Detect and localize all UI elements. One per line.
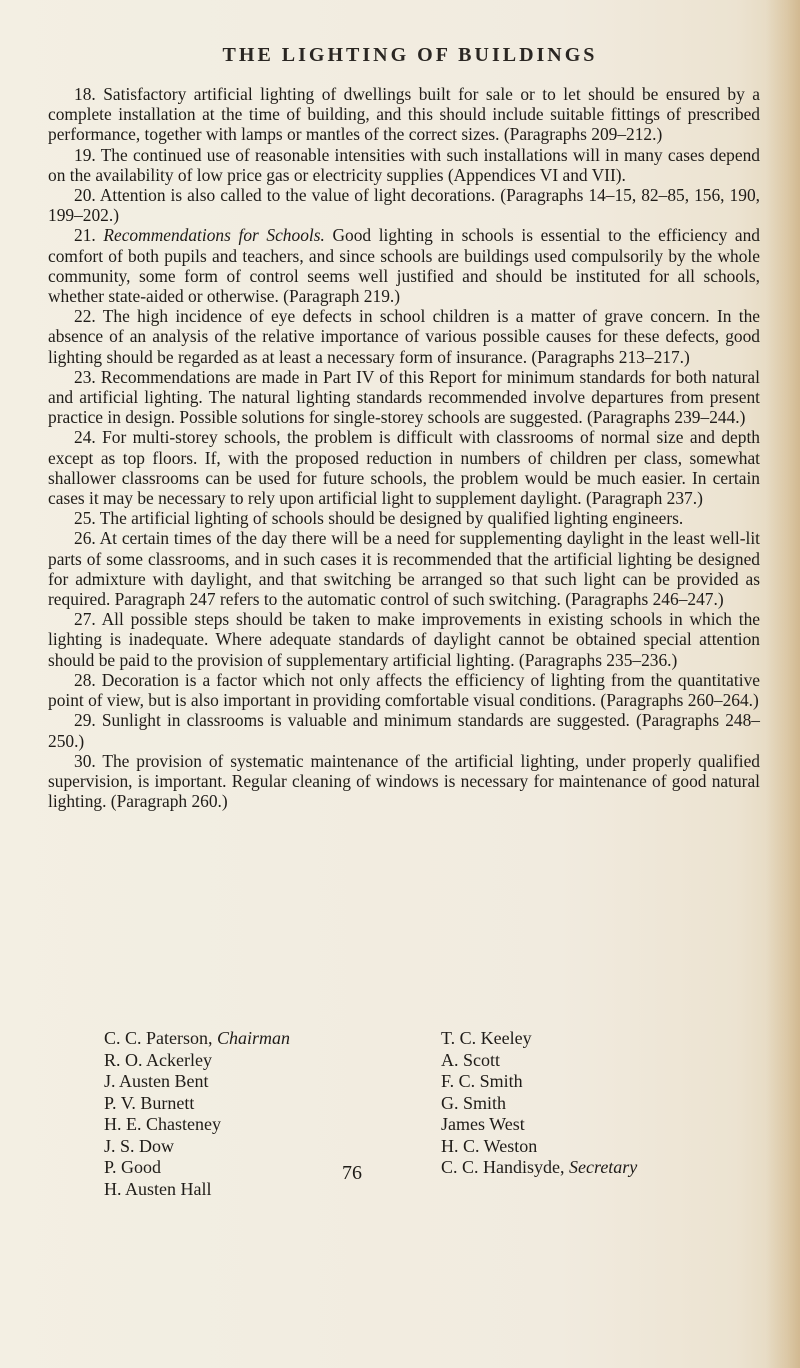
paragraph-number: 28. — [74, 669, 96, 690]
paragraph-text: Attention is also called to the value of light decorations. (Paragraphs 14–15, 82–85, 156, 190, 199–202.) — [48, 185, 760, 226]
paragraph-text: All possible steps should be taken to make improvements in existing schools in which the lighting is inadequate. Where adequate standards of daylight cannot be obtained special attention should be paid to the provision of supplementary artificial lighting. (Paragraphs 235–236.) — [48, 609, 760, 670]
paragraph-number: 24. — [74, 427, 96, 448]
paragraph-number: 25. — [74, 508, 96, 529]
paragraph-number: 26. — [74, 528, 96, 549]
paragraph-heading: Recommendations for Schools. — [103, 225, 325, 246]
paragraph-number: 30. — [74, 750, 96, 771]
paragraph-text: Recommendations are made in Part IV of this Report for minimum standards for both natural and artificial lighting. The natural lighting standards recommended involve departures from present practice in design. Possible solutions for single-storey schools are suggested. (Paragraphs 239–244.) — [48, 366, 760, 428]
signatory — [441, 1157, 744, 1179]
paragraph-text: For multi-storey schools, the problem is difficult with classrooms of normal size and depth except as top floors. If, with the proposed reduction in numbers of children per class, somewhat shallower classrooms can be used for future schools, the problem would be much easier. In certain cases it may be necessary to rely upon artificial light to supplement daylight. (Paragraph 237.) — [48, 427, 760, 509]
signatory — [104, 1028, 407, 1050]
signatory — [104, 1050, 407, 1072]
paragraph — [48, 185, 760, 225]
paragraph-number: 18. — [74, 84, 96, 104]
signatory-name: C. C. Paterson, — [104, 1028, 213, 1048]
paragraph — [48, 427, 760, 508]
signatory-name: H. C. Weston — [441, 1135, 538, 1156]
paragraph-text: The high incidence of eye defects in school children is a matter of grave concern. In the absence of an analysis of the relative importance of various possible causes for these defects, good lighting should be regarded as at least a necessary form of insurance. (Paragraphs 213–217.) — [48, 306, 760, 367]
paragraph-number: 29. — [74, 710, 96, 731]
signatory-name: H. Austen Hall — [104, 1178, 212, 1199]
signatory-name: J. S. Dow — [104, 1135, 175, 1156]
paragraph-number: 19. — [74, 144, 96, 165]
paragraph-text: Good lighting in schools is essential to the efficiency and comfort of both pupils and teachers, and since schools are buildings used compulsorily by the whole community, some form of control seems well justified and should be instituted for all schools, whether state-aided or otherwise. (Paragraph 219.) — [48, 225, 760, 307]
paragraph-text: Sunlight in classrooms is valuable and minimum standards are suggested. (Paragraphs 248–250.) — [48, 710, 760, 751]
paragraph — [48, 710, 760, 750]
signatory — [104, 1071, 407, 1093]
signatory — [441, 1050, 744, 1072]
signatories-right-column — [407, 1028, 744, 1200]
page-number: 76 — [342, 1162, 362, 1184]
signatory — [441, 1028, 744, 1050]
signatory-name: P. Good — [104, 1157, 162, 1177]
signatory — [441, 1071, 744, 1093]
paragraph — [48, 751, 760, 812]
signatory-name: James West — [441, 1114, 525, 1134]
signatory — [441, 1093, 744, 1115]
signatory-name: F. C. Smith — [441, 1071, 523, 1091]
signatory — [441, 1136, 744, 1158]
signatory-role: Secretary — [569, 1157, 638, 1177]
running-head: THE LIGHTING OF BUILDINGS — [222, 44, 598, 66]
paragraph-text: The provision of systematic maintenance of the artificial lighting, under properly qualified supervision, is important. Regular cleaning of windows is necessary for maintenance of good natural lighting. (Paragraph 260.) — [48, 750, 760, 812]
paragraph-number: 23. — [74, 366, 96, 387]
paragraph — [48, 508, 760, 528]
signatory-name: R. O. Ackerley — [104, 1049, 212, 1070]
paragraph-number: 20. — [74, 185, 96, 206]
signatories — [104, 1028, 744, 1200]
paragraph — [48, 306, 760, 367]
signatory — [104, 1114, 407, 1136]
signatory-name: G. Smith — [441, 1092, 507, 1113]
signatory-name: A. Scott — [441, 1049, 501, 1070]
paragraph-text: At certain times of the day there will be a need for supplementing daylight in the least well-lit parts of some classrooms, and in such cases it is recommended that the artificial lighting be designed for admixture with daylight, and that switching be arranged so that such light can be provided as required. Paragraph 247 refers to the automatic control of such switching. (Paragraphs 246–247.) — [48, 528, 760, 610]
paragraph-number: 21. — [74, 225, 96, 246]
signatory-name: T. C. Keeley — [441, 1028, 532, 1048]
paragraph-text: Satisfactory artificial lighting of dwellings built for sale or to let should be ensured by a complete installation at the time of building, and this should include suitable fittings of prescribed performance, together with lamps or mantles of the correct sizes. (Paragraphs 209–212.) — [48, 84, 760, 145]
paragraph — [48, 609, 760, 670]
paragraph-text: The artificial lighting of schools should be designed by qualified lighting engineers. — [99, 508, 684, 529]
signatory-role: Chairman — [217, 1028, 291, 1048]
paragraph — [48, 225, 760, 306]
signatory — [104, 1136, 407, 1158]
body-text — [48, 84, 760, 811]
signatory — [441, 1114, 744, 1136]
signatory — [104, 1093, 407, 1115]
page-edge-shadow — [766, 0, 800, 1368]
paragraph — [48, 145, 760, 185]
paragraph — [48, 528, 760, 609]
paragraph-text: Decoration is a factor which not only affects the efficiency of lighting from the quantitative point of view, but is also important in providing comfortable visual conditions. (Paragraphs 260–264.) — [48, 669, 760, 711]
signatory-name: J. Austen Bent — [104, 1071, 209, 1091]
paragraph — [48, 670, 760, 710]
paragraph — [48, 367, 760, 428]
paragraph-number: 27. — [74, 609, 96, 630]
signatory-name: H. E. Chasteney — [104, 1114, 221, 1134]
paragraph-number: 22. — [74, 306, 96, 327]
paragraph-text: The continued use of reasonable intensities with such installations will in many cases depend on the availability of low price gas or electricity supplies (Appendices VI and VII). — [48, 144, 760, 185]
signatory-name: P. V. Burnett — [104, 1092, 195, 1113]
signatory-name: C. C. Handisyde, — [441, 1157, 565, 1177]
paragraph — [48, 84, 760, 145]
